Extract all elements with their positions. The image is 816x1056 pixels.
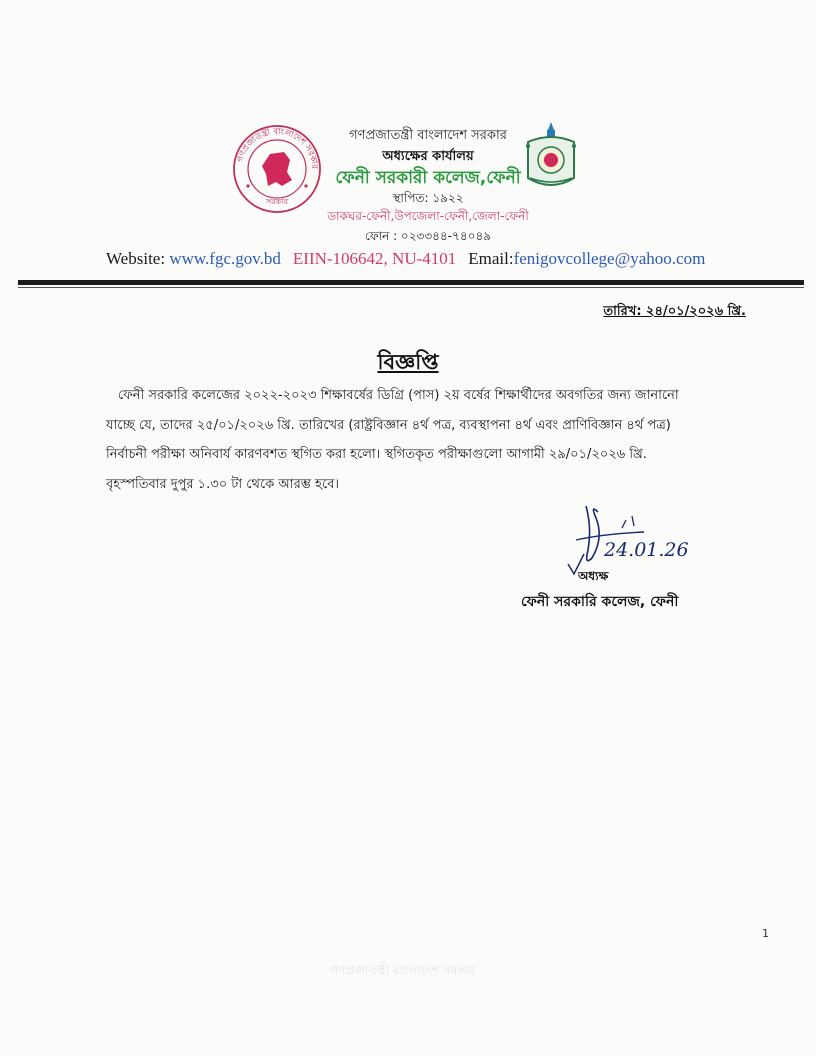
notice-date: তারিখ: ২৪/০১/২০২৬ খ্রি. <box>603 304 746 319</box>
notice-body <box>106 386 746 504</box>
address: ডাকঘর-ফেনী,উপজেলা-ফেনী,জেলা-ফেনী <box>327 209 529 223</box>
svg-text:24.01.26: 24.01.26 <box>604 539 689 561</box>
established-year: স্থাপিত: ১৯২২ <box>392 191 464 205</box>
college-name: ফেনী সরকারী কলেজ,ফেনী <box>335 168 521 188</box>
government-name: গণপ্রজাতন্ত্রী বাংলাদেশ সরকার <box>349 128 507 143</box>
notice-title: বিজ্ঞপ্তি <box>377 350 439 374</box>
signatory-title: অধ্যক্ষ <box>578 569 609 583</box>
phone-number: ফোন : ০২৩৩৪৪-৭৪০৪৯ <box>364 229 492 243</box>
website-link[interactable]: www.fgc.gov.bd <box>169 249 281 268</box>
notice-line: যাচ্ছে যে, তাদের ২৫/০১/২০২৬ খ্রি. তারিখের (রাষ্ট্রবিজ্ঞান ৪র্থ পত্র, ব্যবস্থাপনা ৪র্থ এবং প্রাণিবিজ্ঞান ৪র্থ পত্র) <box>106 417 671 433</box>
page-number: 1 <box>762 927 769 940</box>
notice-line: নির্বাচনী পরীক্ষা অনিবার্য কারণবশত স্থগিত করা হলো। স্থগিতকৃত পরীক্ষাগুলো আগামী ২৯/০১/২০২৬ খ্রি. <box>106 447 647 462</box>
header-divider <box>18 280 804 285</box>
signatory-college: ফেনী সরকারি কলেজ, ফেনী <box>521 594 679 610</box>
notice-line: বৃহস্পতিবার দুপুর ১.৩০ টা থেকে আরম্ভ হবে। <box>106 476 340 492</box>
email-label: Email: <box>468 249 514 268</box>
website-label: Website: <box>106 249 170 268</box>
svg-text:সরকার: সরকার <box>265 197 289 206</box>
contact-line <box>106 249 746 269</box>
show-through-text: গণপ্রজাতন্ত্রী বাংলাদেশ সরকার <box>330 963 476 977</box>
office-name: অধ্যক্ষের কার্যালয় <box>382 149 474 164</box>
notice-line: ফেনী সরকারি কলেজের ২০২২-২০২৩ শিক্ষাবর্ষের ডিগ্রি (পাস) ২য় বর্ষের শিক্ষার্থীদের অবগতির জন্য জানানো <box>118 388 679 403</box>
header-divider-thin <box>18 287 804 288</box>
eiin-nu-codes: EIIN-106642, NU-4101 <box>292 249 457 268</box>
email-link[interactable]: fenigovcollege@yahoo.com <box>513 249 706 268</box>
svg-text:গণপ্রজাতন্ত্রী বাংলাদেশ সরকার: গণপ্রজাতন্ত্রী বাংলাদেশ সরকার <box>235 126 320 170</box>
